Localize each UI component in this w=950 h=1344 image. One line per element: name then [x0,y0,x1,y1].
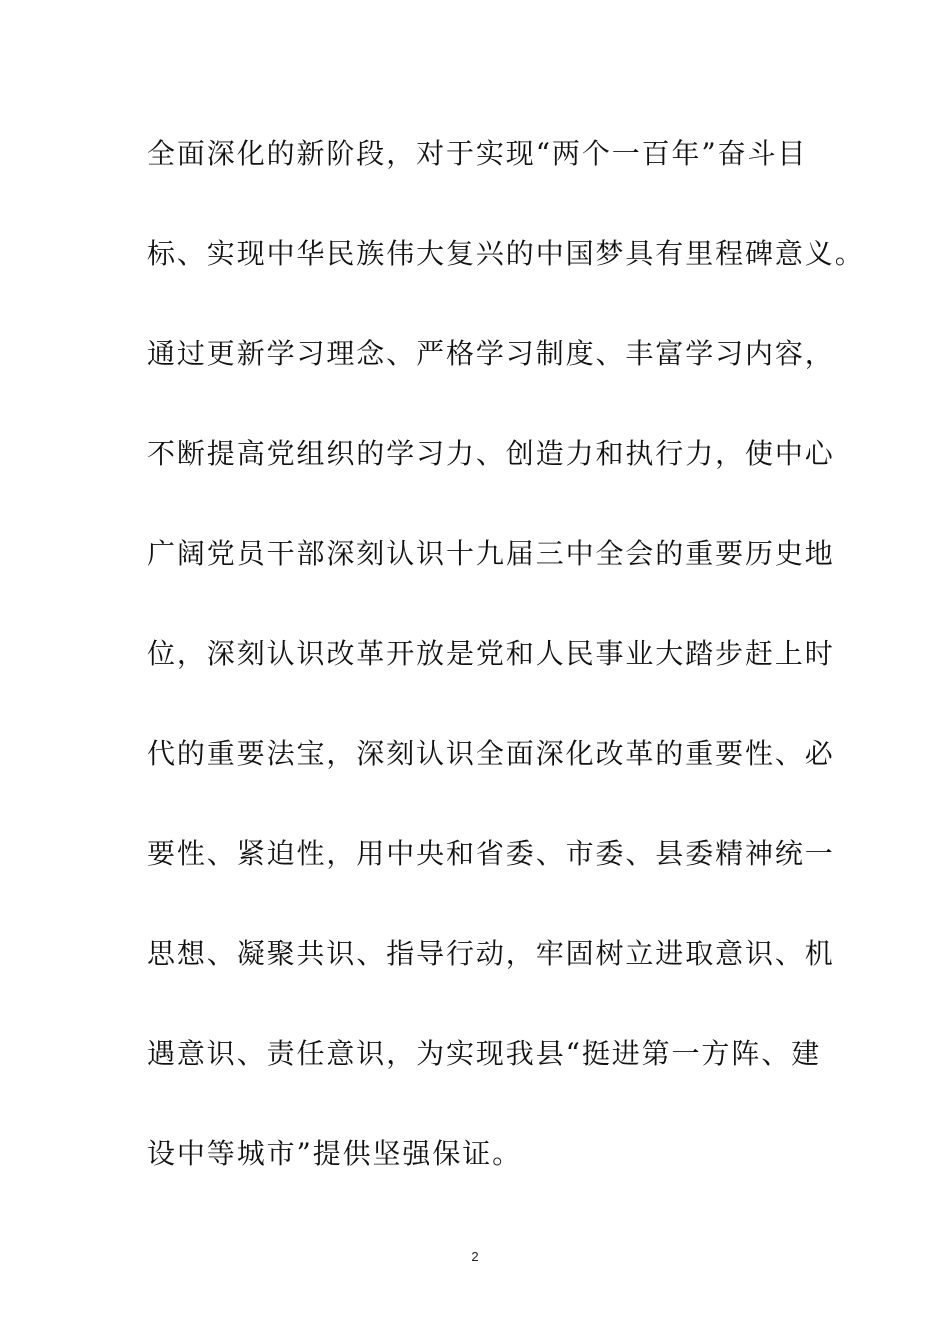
text-line: 代的重要法宝，深刻认识全面深化改革的重要性、必 [147,737,835,770]
text-line: 全面深化的新阶段，对于实现“两个一百年”奋斗目 [147,137,808,170]
text-line: 位，深刻认识改革开放是党和人民事业大踏步赶上时 [147,637,835,670]
body-text [147,128,865,1228]
text-line: 要性、紧迫性，用中央和省委、市委、县委精神统一 [147,837,835,870]
text-line: 遇意识、责任意识，为实现我县“挺进第一方阵、建 [147,1037,822,1070]
text-line: 设中等城市”提供坚强保证。 [147,1137,523,1170]
text-line: 思想、凝聚共识、指导行动，牢固树立进取意识、机 [147,937,835,970]
text-line: 不断提高党组织的学习力、创造力和执行力，使中心 [147,437,835,470]
text-line: 标、实现中华民族伟大复兴的中国梦具有里程碑意义。 [147,237,865,270]
text-line: 通过更新学习理念、严格学习制度、丰富学习内容， [147,337,835,370]
page-number: 2 [471,1249,479,1264]
text-line: 广阔党员干部深刻认识十九届三中全会的重要历史地 [147,537,835,570]
